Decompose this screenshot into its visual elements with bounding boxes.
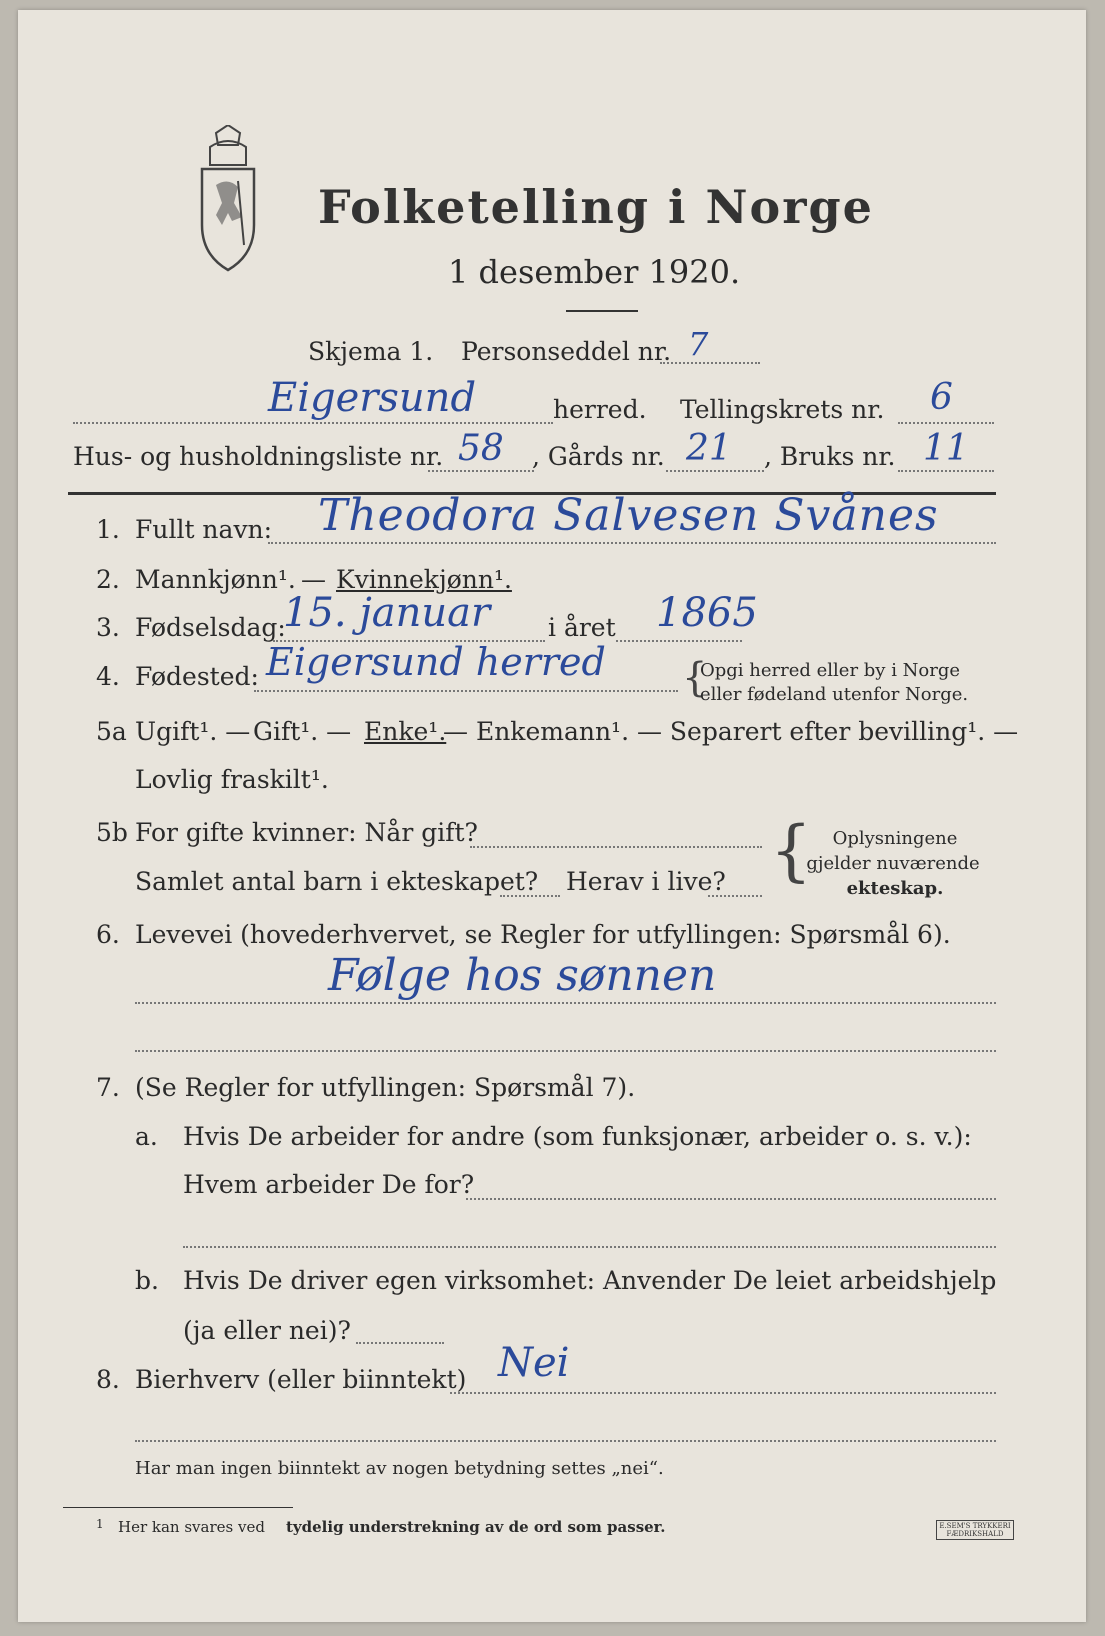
q5b-line-3 bbox=[708, 895, 762, 897]
q6-line-2 bbox=[135, 1050, 996, 1052]
q2-male: Mannkjønn¹. bbox=[135, 565, 296, 594]
q5a-gift: Gift¹. — bbox=[253, 717, 352, 746]
hus-value: 58 bbox=[458, 428, 504, 469]
q5b-label-1: For gifte kvinner: Når gift? bbox=[135, 818, 478, 847]
footnote-text-b: tydelig understrekning av de ord som passer. bbox=[286, 1518, 666, 1536]
personseddel-value: 7 bbox=[688, 325, 709, 363]
q7b-label-2: (ja eller nei)? bbox=[183, 1316, 351, 1345]
q3-year-line bbox=[616, 640, 742, 642]
q1-value: Theodora Salvesen Svånes bbox=[318, 490, 939, 541]
q5b-note-2: gjelder nuværende bbox=[806, 853, 980, 874]
footer-note: Har man ingen biinntekt av nogen betydning settes „nei“. bbox=[135, 1458, 664, 1479]
q4-number: 4. bbox=[96, 662, 120, 691]
q7-label: (Se Regler for utfyllingen: Spørsmål 7). bbox=[135, 1073, 636, 1102]
q4-note-2: eller fødeland utenfor Norge. bbox=[700, 684, 969, 705]
q2-number: 2. bbox=[96, 565, 120, 594]
krets-label: Tellingskrets nr. bbox=[680, 395, 885, 424]
q4-bracket: { bbox=[682, 655, 708, 701]
q4-value: Eigersund herred bbox=[266, 640, 606, 684]
q7a-label-1: Hvis De arbeider for andre (som funksjonær, arbeider o. s. v.): bbox=[183, 1122, 972, 1151]
q6-number: 6. bbox=[96, 920, 120, 949]
q5a-enke: Enke¹. bbox=[364, 717, 447, 746]
printer-stamp: E.SEM'S TRYKKERI FÆDRIKSHALD bbox=[936, 1520, 1014, 1540]
herred-line bbox=[73, 422, 553, 424]
personseddel-line bbox=[660, 362, 760, 364]
q7a-line-2 bbox=[183, 1246, 996, 1248]
q3-label: Fødselsdag: bbox=[135, 613, 286, 642]
q7b-line bbox=[356, 1342, 444, 1344]
krets-value: 6 bbox=[930, 377, 953, 418]
q7b-label-1: Hvis De driver egen virksomhet: Anvender De leiet arbeidshjelp bbox=[183, 1266, 997, 1295]
q3-number: 3. bbox=[96, 613, 120, 642]
q7a-line-1 bbox=[466, 1198, 996, 1200]
q8-value: Nei bbox=[498, 1340, 570, 1386]
footnote-text-a: Her kan svares ved bbox=[118, 1518, 265, 1536]
bruks-label: , Bruks nr. bbox=[764, 442, 896, 471]
q7-number: 7. bbox=[96, 1073, 120, 1102]
q6-value: Følge hos sønnen bbox=[328, 950, 717, 1001]
q7b-number: b. bbox=[135, 1266, 159, 1295]
q4-label: Fødested: bbox=[135, 662, 259, 691]
krets-line bbox=[898, 422, 994, 424]
form-date: 1 desember 1920. bbox=[448, 253, 741, 291]
q5a-ugift: Ugift¹. — bbox=[135, 717, 251, 746]
q4-note-1: Opgi herred eller by i Norge bbox=[700, 660, 961, 681]
q5b-line-2 bbox=[500, 895, 560, 897]
coat-of-arms-icon bbox=[188, 125, 268, 275]
personseddel-label: Personseddel nr. bbox=[461, 337, 672, 366]
q7a-number: a. bbox=[135, 1122, 158, 1151]
q6-label: Levevei (hovederhvervet, se Regler for utfyllingen: Spørsmål 6). bbox=[135, 920, 951, 949]
q5b-number: 5b bbox=[96, 818, 128, 847]
q5b-note-3: ekteskap. bbox=[846, 878, 944, 899]
bruks-value: 11 bbox=[923, 428, 969, 469]
footnote-rule bbox=[63, 1507, 293, 1508]
gards-value: 21 bbox=[686, 428, 732, 469]
q1-line bbox=[268, 542, 996, 544]
title-divider bbox=[566, 310, 638, 312]
hus-label: Hus- og husholdningsliste nr. bbox=[73, 442, 444, 471]
q7a-label-2: Hvem arbeider De for? bbox=[183, 1170, 475, 1199]
q5b-note-1: Oplysningene bbox=[832, 828, 958, 849]
hus-line bbox=[428, 470, 534, 472]
q5b-bracket: { bbox=[770, 812, 812, 889]
q5b-label-2: Samlet antal barn i ekteskapet? bbox=[135, 867, 539, 896]
q3-value: 15. januar bbox=[283, 590, 491, 636]
gards-line bbox=[666, 470, 764, 472]
herred-label: herred. bbox=[553, 395, 647, 424]
q3-year-label: i året bbox=[548, 613, 616, 642]
q8-line-1 bbox=[450, 1392, 996, 1394]
q5a-number: 5a bbox=[96, 717, 127, 746]
footnote-mark: 1 bbox=[96, 1517, 104, 1531]
q2-female: Kvinnekjønn¹. bbox=[336, 565, 512, 594]
q8-label: Bierhverv (eller biinntekt) bbox=[135, 1365, 467, 1394]
gards-label: , Gårds nr. bbox=[532, 442, 665, 471]
q4-line bbox=[254, 690, 678, 692]
herred-value: Eigersund bbox=[268, 375, 477, 421]
bruks-line bbox=[898, 470, 994, 472]
census-form bbox=[18, 10, 1086, 1622]
q3-year-value: 1865 bbox=[656, 590, 758, 636]
q2-sep: — bbox=[301, 565, 326, 594]
form-title: Folketelling i Norge bbox=[318, 180, 874, 234]
schema-label: Skjema 1. bbox=[308, 337, 434, 366]
q5a-line2: Lovlig fraskilt¹. bbox=[135, 765, 329, 794]
q5a-rest: — Enkemann¹. — Separert efter bevilling¹. — bbox=[443, 717, 1019, 746]
q8-number: 8. bbox=[96, 1365, 120, 1394]
q5b-line-1 bbox=[470, 846, 762, 848]
q6-line-1 bbox=[135, 1002, 996, 1004]
q1-number: 1. bbox=[96, 515, 120, 544]
q8-line-2 bbox=[135, 1440, 996, 1442]
q1-label: Fullt navn: bbox=[135, 515, 273, 544]
q5b-label-3: Herav i live? bbox=[566, 867, 726, 896]
